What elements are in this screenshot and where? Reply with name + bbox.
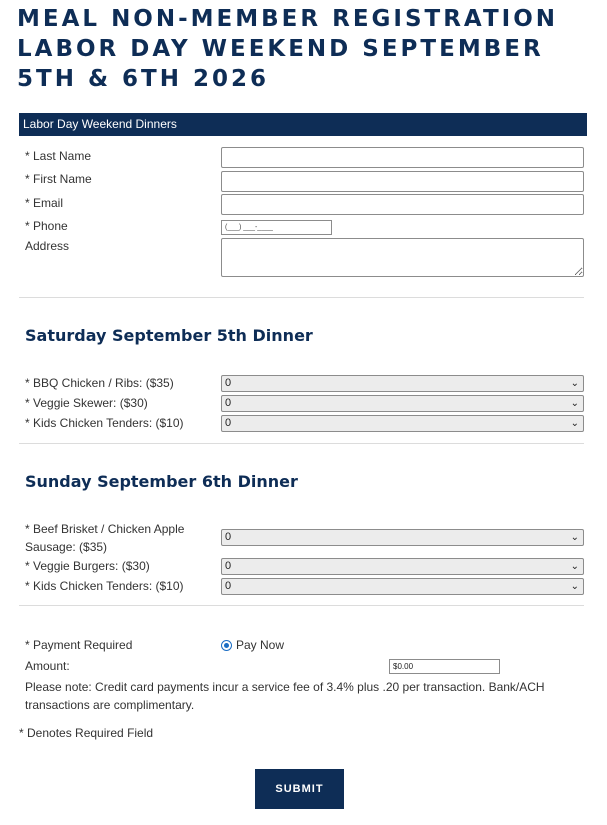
required-field-note: * Denotes Required Field [19,726,154,740]
first-name-label: * First Name [25,172,92,186]
sunday-brisket-select[interactable] [221,529,584,546]
amount-field: $0.00 [389,659,500,674]
select-value: 0 [225,397,232,409]
sunday-item-label: * Veggie Burgers: ($30) [25,559,150,573]
payment-note: Please note: Credit card payments incur a service fee of 3.4% plus .20 per transaction. Bank/ACH transactions are complimentary. [25,680,545,712]
chevron-down-icon: ⌄ [570,418,579,429]
select-value: 0 [225,580,232,592]
select-value: 0 [225,417,232,429]
email-input[interactable] [221,194,584,215]
sunday-veggie-select[interactable] [221,558,584,575]
phone-input[interactable]: (___) ___-____ [221,220,332,235]
last-name-label: * Last Name [25,149,92,163]
pay-now-label[interactable]: Pay Now [236,638,285,652]
saturday-item-label: * Kids Chicken Tenders: ($10) [25,416,184,430]
divider [19,297,584,298]
email-label: * Email [25,196,64,210]
select-value: 0 [225,377,232,389]
sunday-item-label: * Beef Brisket / Chicken Apple [25,522,185,536]
page-title: MEAL NON-MEMBER REGISTRATION LABOR DAY WEEKEND SEPTEMBER 5TH & 6TH 2026 [17,6,558,92]
saturday-item-label: * BBQ Chicken / Ribs: ($35) [25,376,174,390]
first-name-input[interactable] [221,171,584,192]
address-input[interactable] [221,238,584,277]
divider [19,605,584,606]
divider [19,443,584,444]
saturday-bbq-select[interactable] [221,375,584,392]
sunday-item-label: Sausage: ($35) [25,540,108,554]
chevron-down-icon: ⌄ [570,532,579,543]
chevron-down-icon: ⌄ [570,581,579,592]
last-name-input[interactable] [221,147,584,168]
form-header: Labor Day Weekend Dinners [19,113,587,136]
saturday-item-label: * Veggie Skewer: ($30) [25,396,148,410]
pay-now-radio[interactable] [221,640,232,651]
amount-label: Amount: [25,659,70,673]
phone-label: * Phone [25,219,68,233]
chevron-down-icon: ⌄ [570,561,579,572]
sunday-item-label: * Kids Chicken Tenders: ($10) [25,579,184,593]
saturday-heading: Saturday September 5th Dinner [25,326,313,345]
chevron-down-icon: ⌄ [570,378,579,389]
payment-label: * Payment Required [25,638,133,652]
sunday-kids-select[interactable] [221,578,584,595]
chevron-down-icon: ⌄ [570,398,579,409]
select-value: 0 [225,560,232,572]
address-label: Address [25,239,70,253]
sunday-heading: Sunday September 6th Dinner [25,472,298,491]
saturday-veggie-select[interactable] [221,395,584,412]
select-value: 0 [225,531,232,543]
submit-button[interactable]: SUBMIT [255,769,344,809]
saturday-kids-select[interactable] [221,415,584,432]
